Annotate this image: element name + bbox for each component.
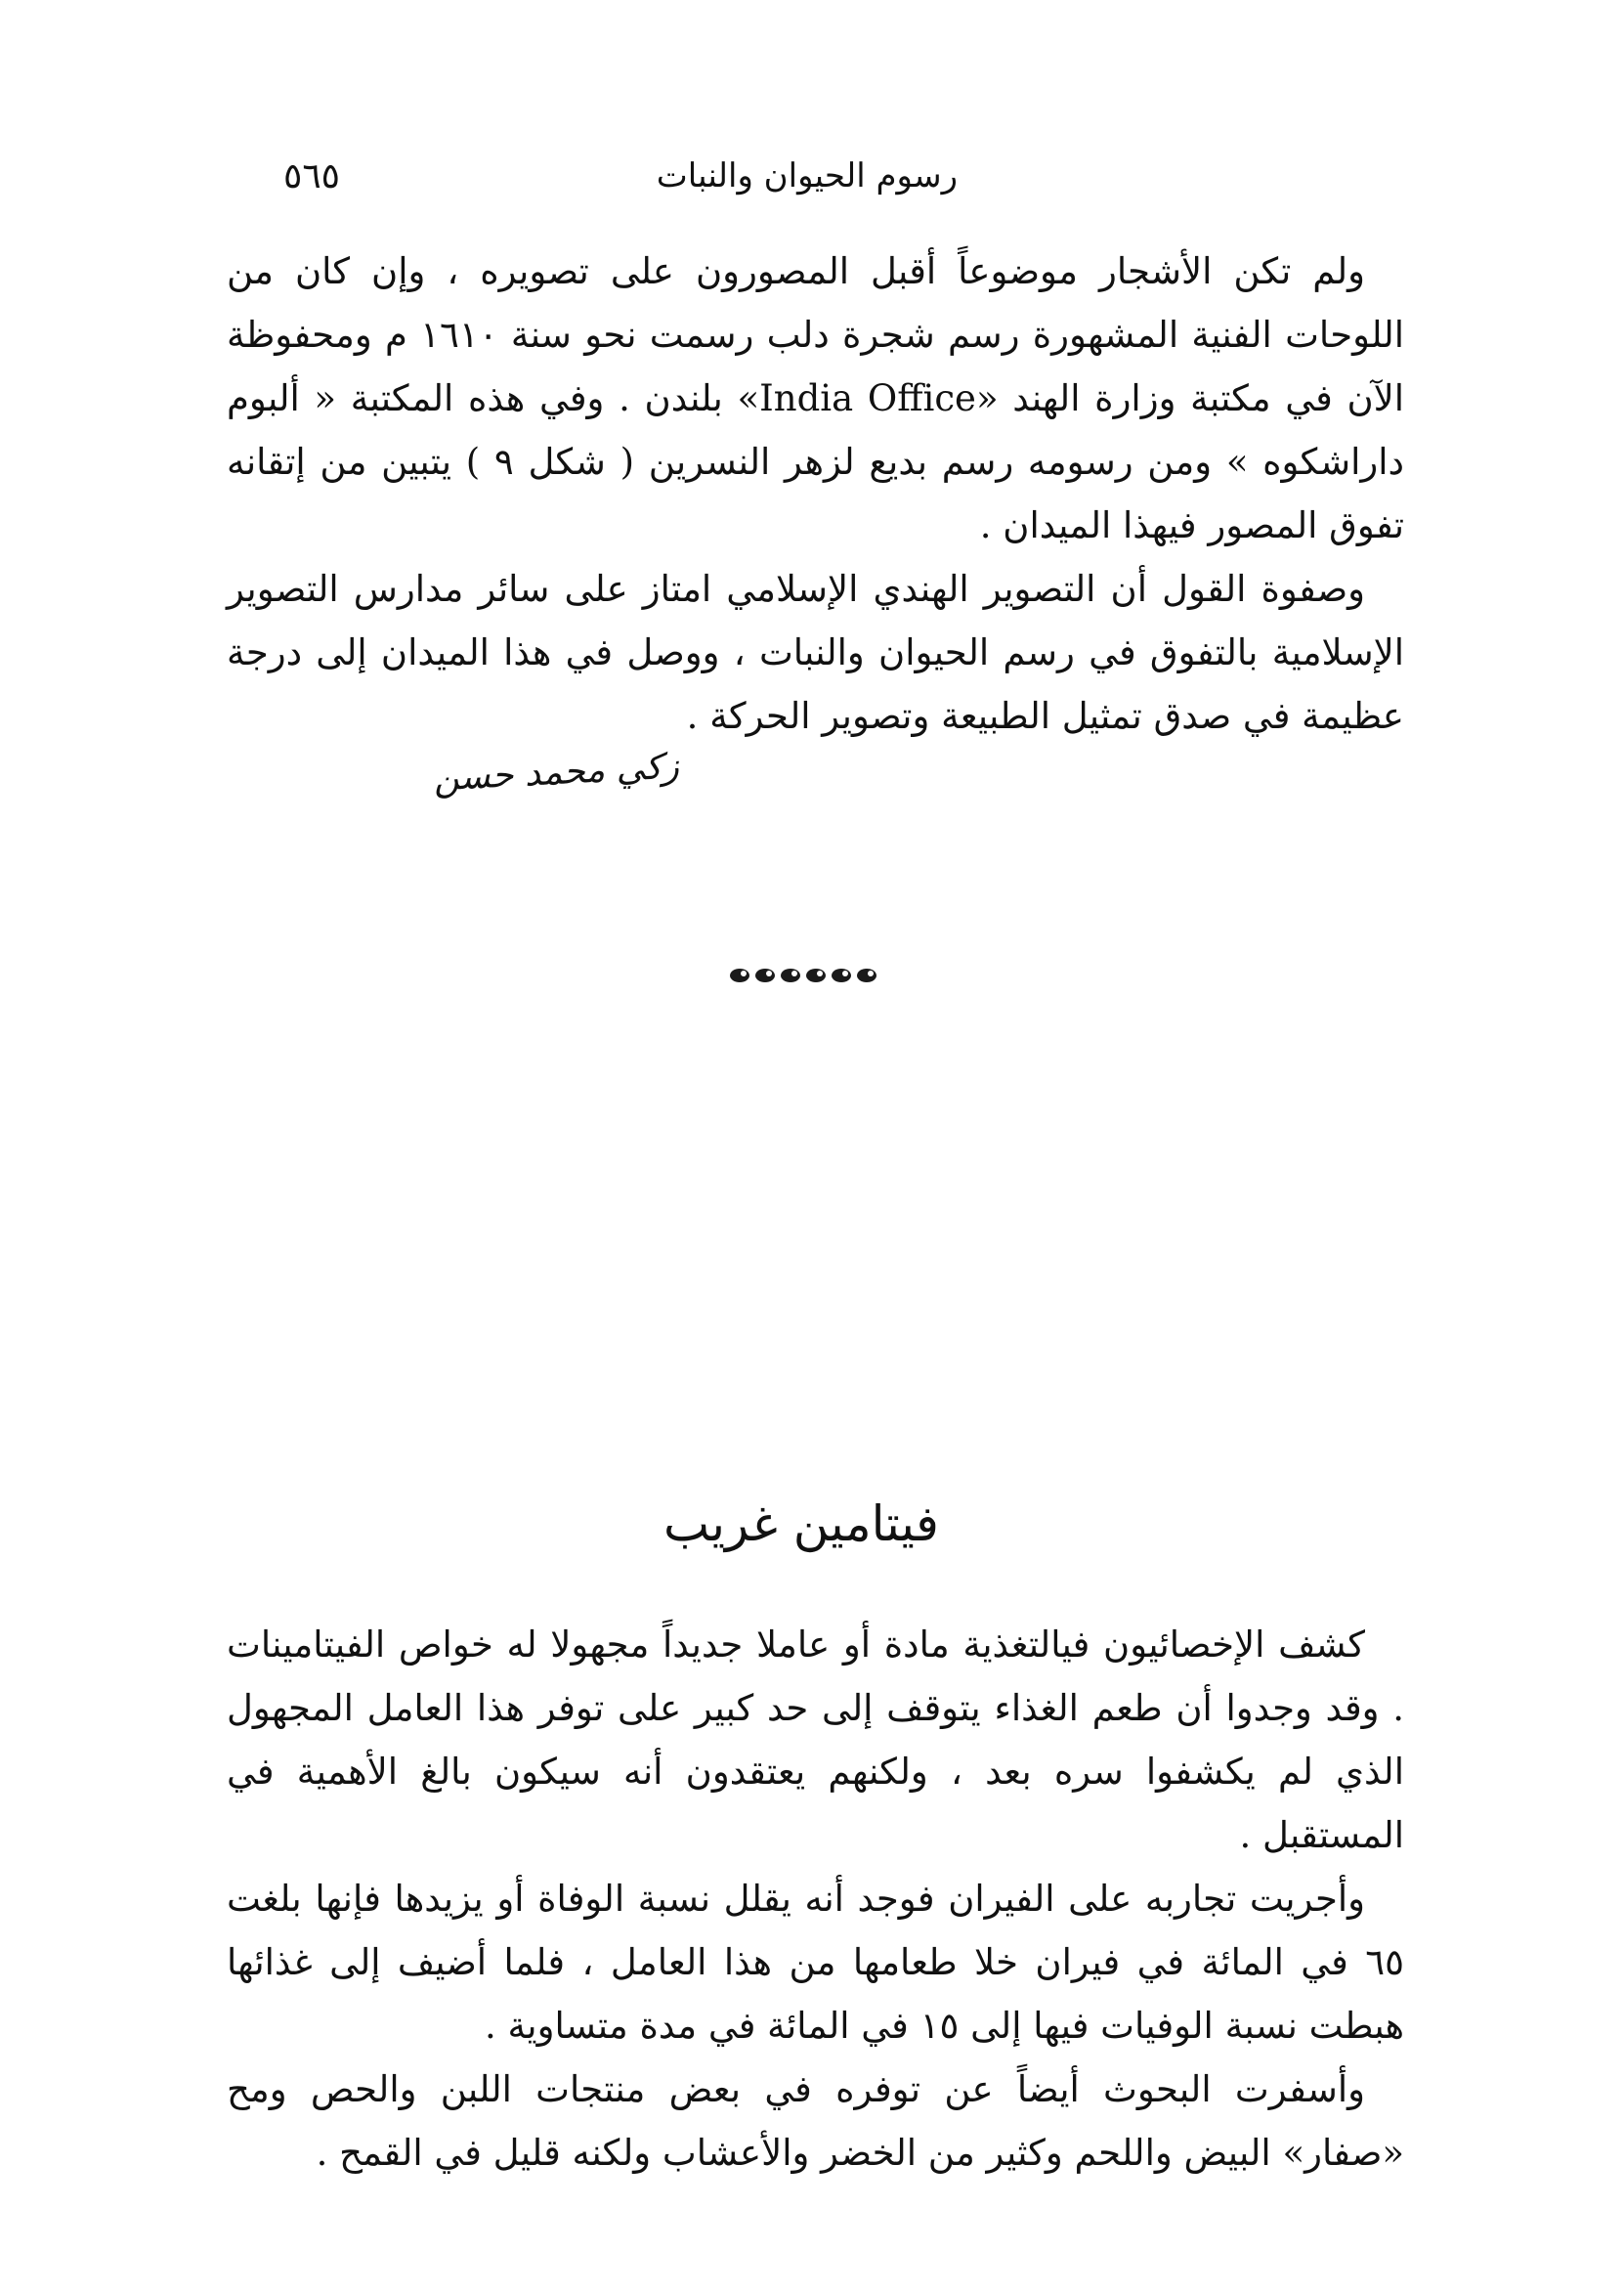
section-title: فيتامين غريب <box>663 1495 939 1552</box>
paragraph: وأجريت تجاربه على الفيران فوجد أنه يقلل نسبة الوفاة أو يزيدها فإنها بلغت ٦٥ في المائة في فيران خلا طعامها من هذا العامل ، فلما أضيف إلى غذائها هبطت نسبة الوفيات فيها إلى ١٥ في المائة في مدة متساوية . <box>227 1878 1404 2047</box>
running-title: رسوم الحيوان والنبات <box>656 156 958 195</box>
page-number: ٥٦٥ <box>283 155 341 196</box>
article-body-1 <box>227 239 1404 748</box>
section-divider-ornament <box>726 961 882 990</box>
page-header <box>283 147 958 205</box>
author-signature: زكي محمد حسن <box>432 746 680 800</box>
paragraph: وصفوة القول أن التصوير الهندي الإسلامي امتاز على سائر مدارس التصوير الإسلامية بالتفوق في رسم الحيوان والنبات ، ووصل في هذا الميدان إلى درجة عظيمة في صدق تمثيل الطبيعة وتصوير الحركة . <box>227 568 1404 737</box>
paragraph: ولم تكن الأشجار موضوعاً أقبل المصورون على تصويره ، وإن كان من اللوحات الفنية المشهورة رسم شجرة دلب رسمت نحو سنة ١٦١٠ م ومحفوظة الآن في مكتبة وزارة الهند «India Office» بلندن . وفي هذه المكتبة « ألبوم داراشكوه » ومن رسومه رسم بديع لزهر النسرين ( شكل ٩ ) يتبين من إتقانه تفوق المصور فيهذا الميدان . <box>227 250 1405 546</box>
paragraph: كشف الإخصائيون فيالتغذية مادة أو عاملا جديداً مجهولا له خواص الفيتامينات . وقد وجدوا أن طعم الغذاء يتوقف إلى حد كبير على توفر هذا العامل المجهول الذي لم يكشفوا سره بعد ، ولكنهم يعتقدون أنه سيكون بالغ الأهمية في المستقبل . <box>227 1624 1404 1856</box>
article-body-2 <box>227 1613 1404 2185</box>
paragraph: وأسفرت البحوث أيضاً عن توفره في بعض منتجات اللبن والحص ومح «صفار» البيض واللحم وكثير من الخضر والأعشاب ولكنه قليل في القمح . <box>227 2068 1404 2174</box>
